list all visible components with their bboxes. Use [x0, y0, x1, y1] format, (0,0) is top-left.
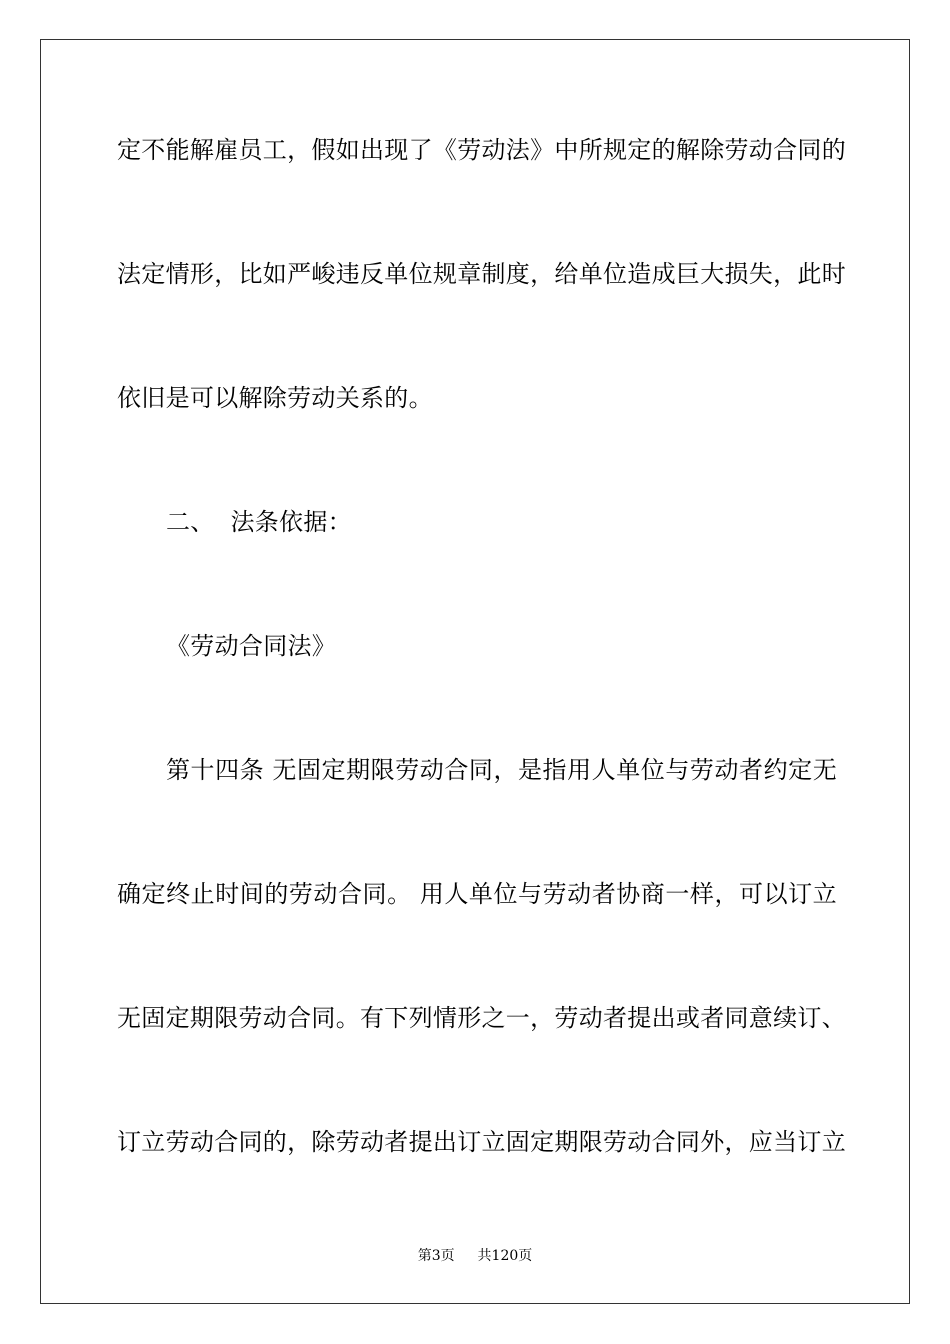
body-text-line-3: 依旧是可以解除劳动关系的。	[117, 384, 433, 412]
page-footer	[0, 1246, 950, 1266]
article-text-line-2: 确定终止时间的劳动合同。 用人单位与劳动者协商一样，可以订立	[117, 880, 837, 908]
body-text-line-1: 定不能解雇员工，假如出现了《劳动法》中所规定的解除劳动合同的	[117, 136, 846, 164]
page-border	[40, 39, 910, 1304]
section-heading: 二、 法条依据：	[166, 508, 352, 536]
page-number: 第3页	[417, 1248, 455, 1264]
page-total: 共120页	[477, 1248, 533, 1264]
body-text-line-2: 法定情形，比如严峻违反单位规章制度，给单位造成巨大损失，此时	[117, 260, 846, 288]
article-text-line-1: 第十四条 无固定期限劳动合同，是指用人单位与劳动者约定无	[166, 756, 837, 784]
article-text-line-3: 无固定期限劳动合同。有下列情形之一，劳动者提出或者同意续订、	[117, 1004, 846, 1032]
law-title: 《劳动合同法》	[166, 632, 337, 660]
article-text-line-4: 订立劳动合同的，除劳动者提出订立固定期限劳动合同外，应当订立	[117, 1128, 846, 1156]
